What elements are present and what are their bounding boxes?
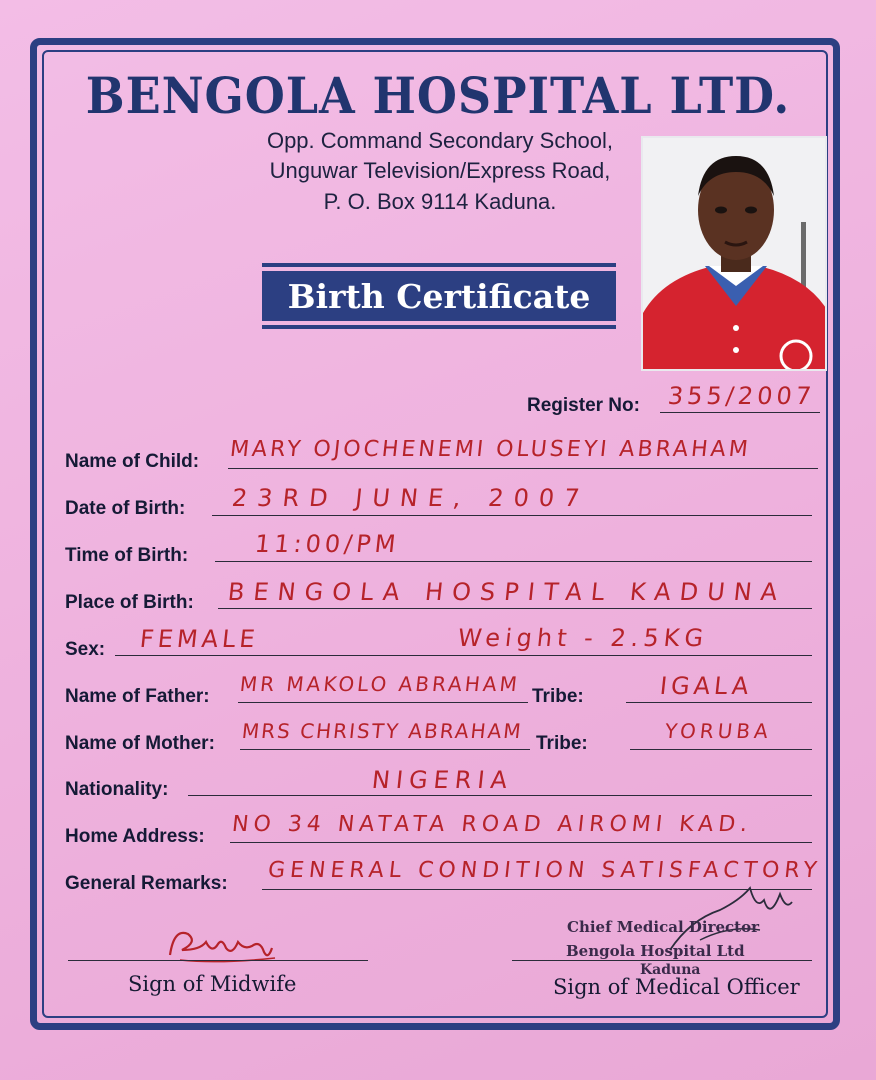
passport-photo — [641, 136, 827, 371]
child-photo-illustration — [643, 138, 827, 371]
nationality-line — [188, 795, 812, 796]
remarks-label: General Remarks: — [65, 873, 228, 894]
father-value: MR MAKOLO ABRAHAM — [238, 672, 522, 696]
child-name-line — [228, 468, 818, 469]
tob-value: 11:00/PM — [253, 530, 401, 558]
address-line — [230, 842, 812, 843]
father-label: Name of Father: — [65, 686, 210, 707]
pob-line — [218, 608, 812, 609]
mother-tribe-value: YORUBA — [663, 719, 774, 743]
mother-line — [240, 749, 530, 750]
stamp-line-1: Chief Medical Director — [567, 918, 759, 936]
remarks-value: GENERAL CONDITION SATISFACTORY — [266, 858, 823, 883]
father-tribe-line — [626, 702, 812, 703]
pob-value: BENGOLA HOSPITAL KADUNA — [226, 578, 788, 606]
stamp-line-3: Kaduna — [640, 962, 701, 978]
weight-value: Weight - 2.5KG — [456, 624, 710, 652]
mother-tribe-line — [630, 749, 812, 750]
address-line-1: Opp. Command Secondary School, — [266, 128, 614, 153]
stamp-line-2: Bengola Hospital Ltd — [566, 942, 745, 960]
midwife-signature-scribble — [160, 920, 290, 970]
mother-value: MRS CHRISTY ABRAHAM — [240, 719, 524, 743]
father-tribe-label: Tribe: — [532, 686, 584, 707]
child-name-label: Name of Child: — [65, 451, 200, 472]
register-no-line — [660, 412, 820, 413]
father-line — [238, 702, 528, 703]
mother-tribe-label: Tribe: — [536, 733, 588, 754]
midwife-sign-label: Sign of Midwife — [128, 972, 297, 996]
certificate-title-box — [262, 263, 616, 329]
sex-line — [115, 655, 812, 656]
pob-label: Place of Birth: — [65, 592, 194, 613]
address-line-3: P. O. Box 9114 Kaduna. — [323, 189, 557, 214]
certificate-title: Birth Certificate — [262, 271, 616, 321]
address-line-2: Unguwar Television/Express Road, — [269, 158, 611, 183]
dob-value: 23RD JUNE, 2007 — [230, 484, 591, 512]
dob-label: Date of Birth: — [65, 498, 186, 519]
child-name-value: MARY OJOCHENEMI OLUSEYI ABRAHAM — [228, 437, 752, 462]
address-label: Home Address: — [65, 826, 205, 847]
father-tribe-value: IGALA — [658, 672, 754, 700]
register-no-label: Register No: — [527, 395, 640, 416]
hospital-name: BENGOLA HOSPITAL LTD. — [85, 66, 791, 125]
dob-line — [212, 515, 812, 516]
officer-sign-label: Sign of Medical Officer — [553, 975, 800, 999]
sex-value: FEMALE — [138, 625, 261, 653]
address-value: NO 34 NATATA ROAD AIROMI KAD. — [230, 812, 754, 837]
mother-label: Name of Mother: — [65, 733, 215, 754]
nationality-label: Nationality: — [65, 779, 169, 800]
tob-label: Time of Birth: — [65, 545, 189, 566]
tob-line — [215, 561, 812, 562]
sex-label: Sex: — [65, 639, 106, 660]
midwife-sign-line — [68, 960, 368, 961]
officer-sign-line — [512, 960, 812, 961]
register-no-value: 355/2007 — [666, 382, 817, 410]
nationality-value: NIGERIA — [370, 766, 515, 794]
